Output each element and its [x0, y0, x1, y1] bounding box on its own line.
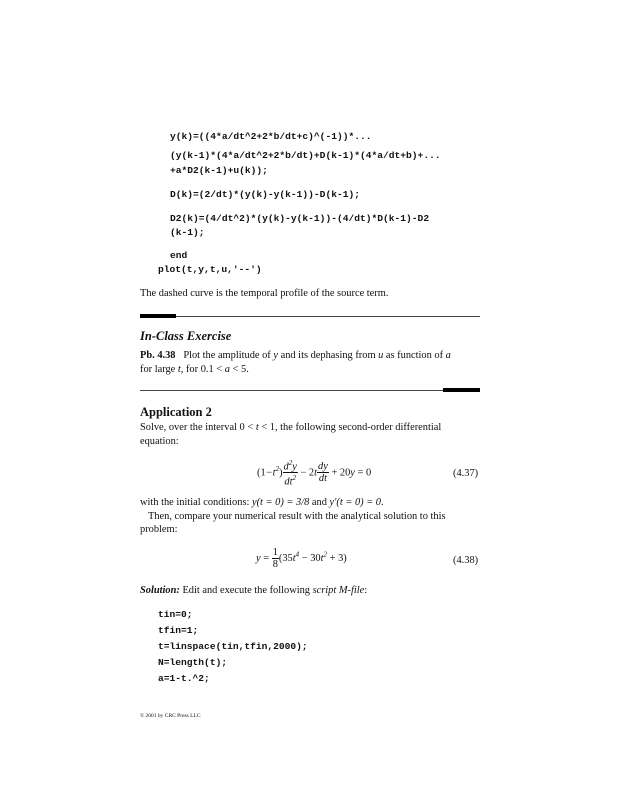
- exercise-bottom-rule: [140, 390, 480, 391]
- equation-number: (4.38): [453, 555, 479, 566]
- equation-4-38: y = $\frac{1}{8}$ $(35t^4 - 30t^2 + 3)$: [256, 547, 347, 570]
- application-intro: Solve, over the interval 0 < t < 1, the following second-order differential equation:: [140, 422, 442, 447]
- code-line: tin=0;: [158, 609, 193, 620]
- code-line: t=linspace(tin,tfin,2000);: [158, 641, 308, 652]
- solution-label: Solution:: [140, 585, 180, 596]
- code-line: y(k)=((4*a/dt^2+2*b/dt+c)^(-1))*...: [170, 131, 372, 142]
- code-line: plot(t,y,t,u,'--'): [158, 264, 262, 275]
- initial-conditions: with the initial conditions: y(t = 0) = 3/8 and y′(t = 0) = 0.: [140, 497, 384, 508]
- exercise-title: In-Class Exercise: [140, 329, 232, 343]
- equation-4-37: $(1-t^2)$ $\frac{d^2y}{dt^2}$ − 2t $\frac{dy}{dt}$ + 20y = 0: [257, 459, 372, 488]
- problem-label: Pb. 4.38: [140, 350, 176, 361]
- code-line: D2(k)=(4/dt^2)*(y(k)-y(k-1))-(4/dt)*D(k-1)-D2: [170, 213, 430, 224]
- code-line: +a*D2(k-1)+u(k));: [170, 165, 268, 176]
- equation-number: (4.37): [453, 468, 479, 479]
- code-line: tfin=1;: [158, 625, 199, 636]
- copyright-footer: © 2001 by CRC Press LLC: [140, 713, 201, 719]
- application-title: Application 2: [140, 405, 212, 419]
- code-line: (k-1);: [170, 227, 205, 238]
- exercise-top-bar: [140, 314, 176, 318]
- code-line: N=length(t);: [158, 657, 228, 668]
- code-line: end: [170, 250, 188, 261]
- exercise-text: Pb. 4.38 Plot the amplitude of y and its dephasing from u as function of a for large t, for 0.1 < a < 5.: [140, 350, 451, 375]
- compare-text: Then, compare your numerical result with the analytical solution to this: [148, 511, 446, 522]
- exercise-bottom-bar: [443, 388, 480, 392]
- code-line: (y(k-1)*(4*a/dt^2+2*b/dt)+D(k-1)*(4*a/dt+b)+...: [170, 150, 441, 161]
- code-line: a=1-t.^2;: [158, 673, 210, 684]
- code-line: D(k)=(2/dt)*(y(k)-y(k-1))-D(k-1);: [170, 189, 360, 200]
- exercise-top-rule: [140, 316, 480, 317]
- solution-text: Solution: Edit and execute the following script M-file:: [140, 585, 368, 596]
- compare-text-2: problem:: [140, 524, 178, 535]
- dashed-curve-note: The dashed curve is the temporal profile of the source term.: [140, 288, 389, 299]
